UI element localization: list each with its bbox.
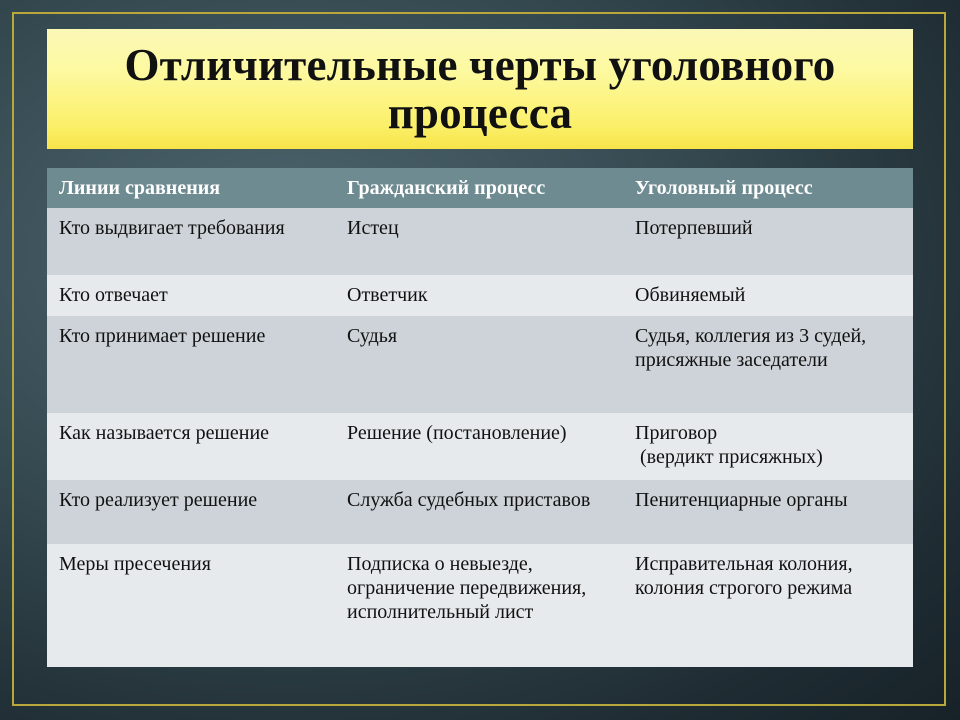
cell-civil: Служба судебных приставов: [335, 480, 623, 544]
cell-civil: Ответчик: [335, 275, 623, 316]
cell-criterion: Кто реализует решение: [47, 480, 335, 544]
cell-civil: Судья: [335, 316, 623, 413]
table-row: [47, 413, 913, 480]
table-row: [47, 480, 913, 544]
table-row: [47, 208, 913, 275]
header-civil-process: Гражданский процесс: [335, 168, 623, 208]
title-banner: [47, 29, 913, 149]
cell-civil: Истец: [335, 208, 623, 275]
comparison-table: [47, 168, 913, 667]
cell-civil: Подписка о невыезде, ограничение передвижения, исполнительный лист: [335, 544, 623, 667]
cell-criminal: Потерпевший: [623, 208, 913, 275]
cell-criterion: Кто выдвигает требования: [47, 208, 335, 275]
header-criminal-process: Уголовный процесс: [623, 168, 913, 208]
table-row: [47, 316, 913, 413]
cell-criterion: Меры пресечения: [47, 544, 335, 667]
cell-civil: Решение (постановление): [335, 413, 623, 480]
cell-criterion: Кто принимает решение: [47, 316, 335, 413]
cell-criminal: Пенитенциарные органы: [623, 480, 913, 544]
slide-title: Отличительные черты уголовного процесса: [124, 40, 836, 138]
table-header-row: [47, 168, 913, 208]
cell-criminal: Обвиняемый: [623, 275, 913, 316]
cell-criminal: Приговор (вердикт присяжных): [623, 413, 913, 480]
header-comparison-lines: Линии сравнения: [47, 168, 335, 208]
cell-criterion: Кто отвечает: [47, 275, 335, 316]
cell-criterion: Как называется решение: [47, 413, 335, 480]
table-row: [47, 544, 913, 667]
cell-criminal: Судья, коллегия из 3 судей, присяжные заседатели: [623, 316, 913, 413]
cell-criminal: Исправительная колония, колония строгого режима: [623, 544, 913, 667]
table-row: [47, 275, 913, 316]
